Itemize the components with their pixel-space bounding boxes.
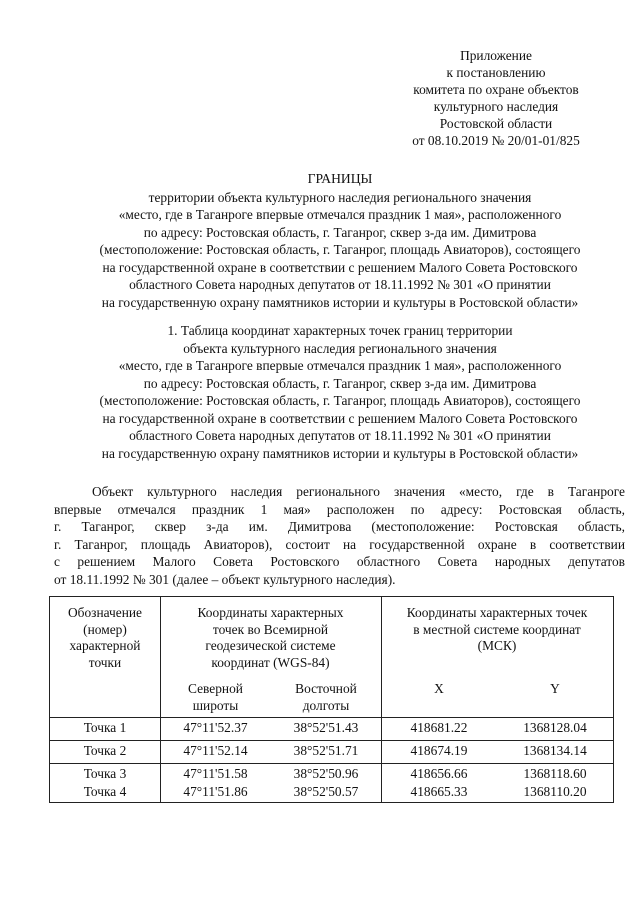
section-line: на государственную охрану памятников истории и культуры в Ростовской области» (101, 445, 579, 461)
section-line: 1. Таблица координат характерных точек границ территории (167, 323, 513, 338)
appendix-block (360, 47, 632, 149)
heading-line: областного Совета народных депутатов от 18.11.1992 № 301 «О принятии (129, 277, 551, 292)
heading-line: (местоположение: Ростовская область, г. Таганрог, площадь Авиаторов), состоящего (99, 242, 581, 257)
row-point-name: Точка 4 (83, 784, 127, 799)
row-east: 38°52'51.43 (293, 720, 359, 735)
row-x: 418665.33 (410, 784, 468, 799)
heading-line: территории объекта культурного наследия регионального значения (148, 189, 532, 205)
row-y: 1368118.60 (523, 766, 587, 781)
row-x: 418656.66 (410, 766, 468, 781)
section-line: «место, где в Таганроге впервые отмечался праздник 1 мая», расположенного (118, 358, 562, 373)
row-north: 47°11'51.58 (183, 766, 248, 781)
header-wgs: Координаты характерных точек во Всемирной геодезической системе координат (WGS-84) (197, 605, 344, 670)
subheader-east: Восточной долготы (295, 681, 357, 713)
row-east: 38°52'50.57 (293, 784, 359, 799)
table-divider (50, 740, 613, 741)
subheader-x: X (434, 681, 444, 696)
paragraph-line: от 18.11.1992 № 301 (далее – объект культурного наследия). (54, 571, 396, 587)
appendix-line: Приложение (460, 48, 532, 63)
section-line: областного Совета народных депутатов от 18.11.1992 № 301 «О принятии (129, 428, 551, 443)
row-y: 1368128.04 (523, 720, 587, 735)
appendix-line: к постановлению (446, 65, 546, 80)
row-x: 418674.19 (410, 743, 468, 758)
appendix-line: от 08.10.2019 № 20/01-01/825 (412, 133, 580, 148)
document-heading (40, 170, 640, 311)
row-y: 1368110.20 (523, 784, 587, 799)
row-east: 38°52'50.96 (293, 766, 359, 781)
header-designation: Обозначение (номер) характерной точки (68, 605, 142, 670)
section-line: (местоположение: Ростовская область, г. Таганрог, площадь Авиаторов), состоящего (99, 393, 581, 408)
appendix-line: культурного наследия (433, 99, 559, 114)
heading-title: ГРАНИЦЫ (307, 171, 373, 186)
table-divider (50, 717, 613, 718)
heading-line: на государственной охране в соответствии с решением Малого Совета Ростовского (102, 259, 578, 275)
row-point-name: Точка 3 (83, 766, 127, 781)
body-paragraph (54, 483, 625, 588)
row-point-name: Точка 1 (83, 720, 127, 735)
heading-line: «место, где в Таганроге впервые отмечался праздник 1 мая», расположенного (118, 207, 562, 222)
subheader-y: Y (550, 681, 560, 696)
section-line: на государственной охране в соответствии с решением Малого Совета Ростовского (102, 410, 578, 426)
paragraph-line: г. Таганрог, сквер з-да им. Димитрова (местоположение: Ростовская область, (54, 519, 625, 534)
coordinates-table (49, 596, 614, 803)
paragraph-line: Объект культурного наследия регионального значения «место, где в Таганроге (92, 484, 625, 499)
paragraph-line: впервые отмечался праздник 1 мая» расположен по адресу: Ростовская область, (54, 501, 625, 517)
subheader-north: Северной широты (188, 681, 243, 713)
row-east: 38°52'51.71 (293, 743, 359, 758)
paragraph-line: г. Таганрог, площадь Авиаторов), состоит на государственной охране в соответствии (54, 536, 625, 552)
appendix-line: Ростовской области (439, 116, 553, 131)
row-point-name: Точка 2 (83, 743, 127, 758)
appendix-line: комитета по охране объектов (413, 82, 579, 97)
row-north: 47°11'52.14 (183, 743, 248, 758)
section-title (40, 322, 640, 462)
row-x: 418681.22 (410, 720, 468, 735)
heading-line: по адресу: Ростовская область, г. Таганрог, сквер з-да им. Димитрова (143, 224, 537, 240)
section-line: по адресу: Ростовская область, г. Таганрог, сквер з-да им. Димитрова (143, 375, 537, 391)
section-line: объекта культурного наследия регионального значения (183, 340, 497, 356)
paragraph-line: с решением Малого Совета Ростовского областного Совета народных депутатов (54, 554, 625, 569)
header-msk: Координаты характерных точек в местной системе координат (МСК) (406, 605, 588, 653)
row-north: 47°11'52.37 (183, 720, 248, 735)
table-divider (50, 763, 613, 764)
row-north: 47°11'51.86 (183, 784, 248, 799)
row-y: 1368134.14 (523, 743, 587, 758)
heading-line: на государственную охрану памятников истории и культуры в Ростовской области» (101, 294, 579, 310)
